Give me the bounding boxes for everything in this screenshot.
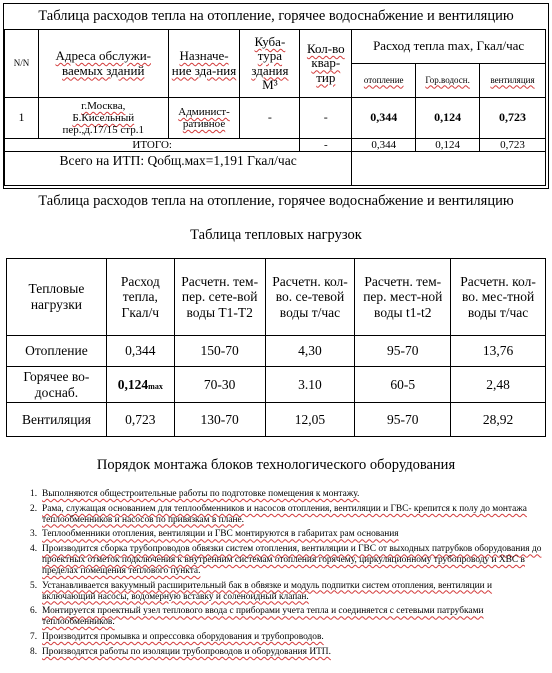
header-heat-group: Расход тепла max, Гкал/час	[352, 30, 546, 64]
list-item: 3. Теплообменники отопления, вентиляции и ГВС монтируются в габаритах рам основания	[30, 529, 399, 540]
list-item: 8. Производятся работы по изоляции трубопроводов и оборудования ИТП.	[30, 646, 331, 657]
total-row	[5, 139, 546, 152]
list-item: 2. Рама, служащая основанием для теплообменников и насосов отопления, вентиляции и ГВС- крепится к полу до монтажа теплообменников и насосов по привязкам в плане.	[30, 503, 527, 525]
cell-qty-local: 28,92	[451, 403, 546, 437]
total-apartments: -	[300, 139, 352, 152]
cell-qty-net: 12,05	[265, 403, 355, 437]
header-qty-net: Расчетн. кол-во. се-тевой воды т/час	[265, 259, 355, 336]
cell-qty-net: 4,30	[265, 336, 355, 367]
table2-caption: Таблица расходов тепла на отопление, горячее водоснабжение и вентиляцию	[38, 193, 514, 209]
cell-flow: 0,344	[106, 336, 174, 367]
header-volume: Куба-тура здания М³	[240, 30, 300, 98]
cell-num: 1	[5, 98, 39, 139]
table-row	[7, 403, 546, 437]
header-temp-local: Расчетн. тем-пер. мест-ной воды t1-t2	[355, 259, 451, 336]
total-hot-water: 0,124	[416, 139, 480, 152]
cell-load: Отопление	[7, 336, 107, 367]
header-apartments: Кол-во квар-тир	[300, 30, 352, 98]
cell-address: г.Москва, Б.Кисельный пер.,д.17/15 стр.1	[38, 98, 168, 139]
total-label: ИТОГО:	[5, 139, 300, 152]
table1-title: Таблица расходов тепла на отопление, горячее водоснабжение и вентиляцию	[38, 8, 514, 24]
total-ventilation: 0,723	[480, 139, 546, 152]
header-address: Адреса обслужи-ваемых зданий	[38, 30, 168, 98]
table2-title: Таблица тепловых нагрузок	[190, 227, 362, 243]
cell-qty-net: 3.10	[265, 367, 355, 403]
cell-purpose: Админист-ративное	[168, 98, 240, 139]
header-qty-local: Расчетн. кол-во. мес-тной воды т/час	[451, 259, 546, 336]
header-flow: Расход тепла, Гкал/ч	[106, 259, 174, 336]
list-item: 5. Устанавливается вакуумный расширительный бак в обвязке и модуль подпитки систем отопления, вентиляции и включающий насосы, водомерную вставку и соленоидный клапан.	[30, 580, 493, 602]
cell-temp-local: 95-70	[355, 336, 451, 367]
cell-apartments: -	[300, 98, 352, 139]
header-load: Тепловые нагрузки	[7, 259, 107, 336]
heat-loads-table	[6, 258, 546, 437]
cell-volume: -	[240, 98, 300, 139]
cell-ventilation: 0,723	[480, 98, 546, 139]
total-heating: 0,344	[352, 139, 416, 152]
list-item: 4. Производится сборка трубопроводов обвязки систем отопления, вентиляции и ГВС от выходных патрубков оборудования до проектных отметок подключения к внутренним системам отопления горячему, циркуляционному трубопроводу и ХВС в пределах помещения теплового пункта.	[30, 544, 542, 576]
grand-total: Всего на ИТП: Qобщ.мах=1,191 Гкал/час	[5, 152, 352, 186]
header-temp-net: Расчетн. тем-пер. сете-вой воды Т1-Т2	[174, 259, 265, 336]
list-item: 6. Монтируется проектный узел теплового ввода с приборами учета тепла и соединяется с сетевыми патрубками теплообменников.	[30, 606, 484, 628]
table-row	[5, 98, 546, 139]
cell-load: Горячее во-доснаб.	[7, 367, 107, 403]
header-ventilation: вентиляция	[480, 64, 546, 98]
list-item: 7. Производится промывка и опрессовка оборудования и трубопроводов.	[30, 631, 324, 642]
cell-flow: 0,124max	[106, 367, 174, 403]
header-purpose: Назначе-ние зда-ния	[168, 30, 240, 98]
cell-flow: 0,723	[106, 403, 174, 437]
cell-load: Вентиляция	[7, 403, 107, 437]
cell-qty-local: 2,48	[451, 367, 546, 403]
grand-total-empty	[352, 152, 546, 186]
cell-temp-local: 60-5	[355, 367, 451, 403]
heat-consumption-table	[4, 29, 546, 186]
table-row	[7, 336, 546, 367]
cell-qty-local: 13,76	[451, 336, 546, 367]
cell-heating: 0,344	[352, 98, 416, 139]
header-hot-water: Гор.водосн.	[416, 64, 480, 98]
cell-temp-net: 130-70	[174, 403, 265, 437]
cell-temp-local: 95-70	[355, 403, 451, 437]
list-item: 1. Выполняются общестроительные работы по подготовке помещения к монтажу.	[30, 489, 360, 499]
header-heating: отопление	[352, 64, 416, 98]
cell-temp-net: 70-30	[174, 367, 265, 403]
procedure-list	[30, 489, 542, 662]
table-row	[7, 367, 546, 403]
procedure-title: Порядок монтажа блоков технологического оборудования	[96, 457, 456, 473]
cell-hot-water: 0,124	[416, 98, 480, 139]
cell-temp-net: 150-70	[174, 336, 265, 367]
header-num: N/N	[5, 30, 39, 98]
